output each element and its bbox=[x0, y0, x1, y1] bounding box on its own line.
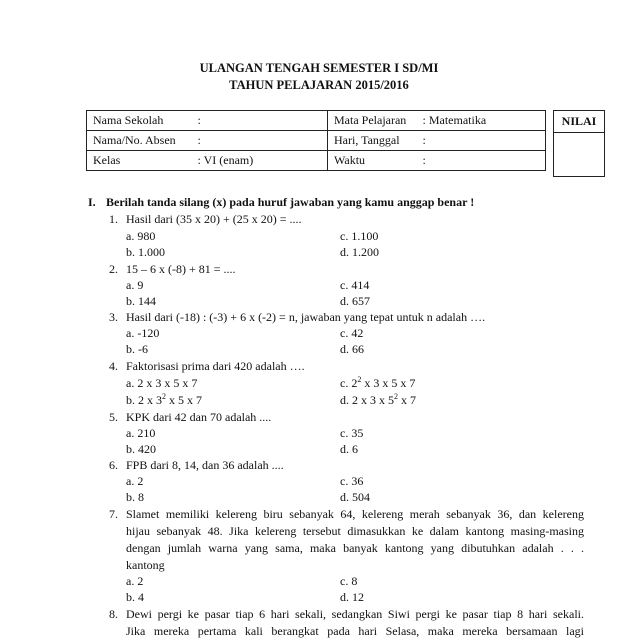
option-a: a. 9 bbox=[126, 278, 144, 292]
question-text: Hasil dari (-18) : (-3) + 6 x (-2) = n, jawaban yang tepat untuk n adalah …. bbox=[126, 310, 486, 324]
question-text: 15 – 6 x (-8) + 81 = .... bbox=[126, 262, 236, 276]
option-c: c. $2^2$ x 3 x 5 x 7 bbox=[340, 375, 416, 390]
option-c: c. 36 bbox=[340, 474, 364, 488]
question-text-line: Slamet memiliki kelereng biru sebanyak 64, kelereng merah sebanyak 36, dan kelereng bbox=[126, 507, 584, 521]
option-d: d. 66 bbox=[340, 342, 364, 356]
question-number: 5. bbox=[109, 410, 118, 424]
info-value: : bbox=[192, 111, 328, 131]
option-a: a. 980 bbox=[126, 229, 156, 243]
option-b: b. 2 x $3^2$ x 5 x 7 bbox=[126, 392, 202, 407]
option-c: c. 35 bbox=[340, 426, 364, 440]
exam-title: ULANGAN TENGAH SEMESTER I SD/MI bbox=[199, 61, 439, 75]
score-box bbox=[553, 110, 605, 177]
info-row bbox=[87, 151, 546, 171]
info-label: Kelas bbox=[87, 151, 192, 171]
option-a: a. -120 bbox=[126, 326, 160, 340]
option-c: c. 414 bbox=[340, 278, 370, 292]
info-label: Nama/No. Absen bbox=[87, 131, 192, 151]
option-c: c. 1.100 bbox=[340, 229, 379, 243]
question-text: KPK dari 42 dan 70 adalah .... bbox=[126, 410, 272, 424]
question-text-line: Jika mereka pertama kali berangkat pada hari Selasa, maka mereka bersamaan lagi bbox=[126, 624, 584, 638]
info-value: : bbox=[417, 151, 546, 171]
option-d: d. 1.200 bbox=[340, 245, 379, 259]
question-text-line: Dewi pergi ke pasar tiap 6 hari sekali, sedangkan Siwi pergi ke pasar tiap 8 hari sekali. bbox=[126, 607, 584, 621]
question-text: Hasil dari (35 x 20) + (25 x 20) = .... bbox=[126, 212, 302, 226]
option-d: d. 6 bbox=[340, 442, 358, 456]
question-number: 7. bbox=[109, 507, 118, 521]
student-info-table bbox=[86, 110, 546, 171]
option-d: d. 657 bbox=[340, 294, 370, 308]
info-value: : VI (enam) bbox=[192, 151, 328, 171]
option-b: b. -6 bbox=[126, 342, 148, 356]
option-b: b. 144 bbox=[126, 294, 156, 308]
question-text-line: dengan jumlah warna yang sama, maka banyak kantong yang dibutuhkan adalah . . . bbox=[126, 541, 584, 555]
question-text-line: hijau sebanyak 48. Jika kelereng tersebut dimasukkan ke dalam kantong masing-masing bbox=[126, 524, 584, 538]
option-b: b. 4 bbox=[126, 590, 144, 604]
option-d: d. 2 x 3 x $5^2$ x 7 bbox=[340, 392, 416, 407]
info-label: Waktu bbox=[328, 151, 417, 171]
info-value: : bbox=[192, 131, 328, 151]
info-label: Mata Pelajaran bbox=[328, 111, 417, 131]
info-value: : bbox=[417, 131, 546, 151]
section-instruction: Berilah tanda silang (x) pada huruf jawaban yang kamu anggap benar ! bbox=[106, 195, 475, 209]
option-a: a. 2 bbox=[126, 474, 144, 488]
info-label: Nama Sekolah bbox=[87, 111, 192, 131]
score-label: NILAI bbox=[554, 111, 604, 133]
question-number: 1. bbox=[109, 212, 118, 226]
option-c: c. 8 bbox=[340, 574, 358, 588]
question-number: 4. bbox=[109, 359, 118, 373]
info-label: Hari, Tanggal bbox=[328, 131, 417, 151]
option-d: d. 12 bbox=[340, 590, 364, 604]
option-a: a. 210 bbox=[126, 426, 156, 440]
question-text: FPB dari 8, 14, dan 36 adalah .... bbox=[126, 458, 284, 472]
info-row bbox=[87, 111, 546, 131]
info-value: : Matematika bbox=[417, 111, 546, 131]
question-text: Faktorisasi prima dari 420 adalah …. bbox=[126, 359, 305, 373]
question-number: 2. bbox=[109, 262, 118, 276]
option-b: b. 1.000 bbox=[126, 245, 165, 259]
section-roman: I. bbox=[88, 195, 96, 209]
option-a: a. 2 bbox=[126, 574, 144, 588]
question-text-line: kantong bbox=[126, 558, 165, 572]
exam-year: TAHUN PELAJARAN 2015/2016 bbox=[229, 78, 409, 92]
question-number: 3. bbox=[109, 310, 118, 324]
option-b: b. 8 bbox=[126, 490, 144, 504]
option-d: d. 504 bbox=[340, 490, 370, 504]
option-c: c. 42 bbox=[340, 326, 364, 340]
info-row bbox=[87, 131, 546, 151]
option-a: a. 2 x 3 x 5 x 7 bbox=[126, 376, 198, 390]
question-number: 8. bbox=[109, 607, 118, 621]
question-number: 6. bbox=[109, 458, 118, 472]
option-b: b. 420 bbox=[126, 442, 156, 456]
